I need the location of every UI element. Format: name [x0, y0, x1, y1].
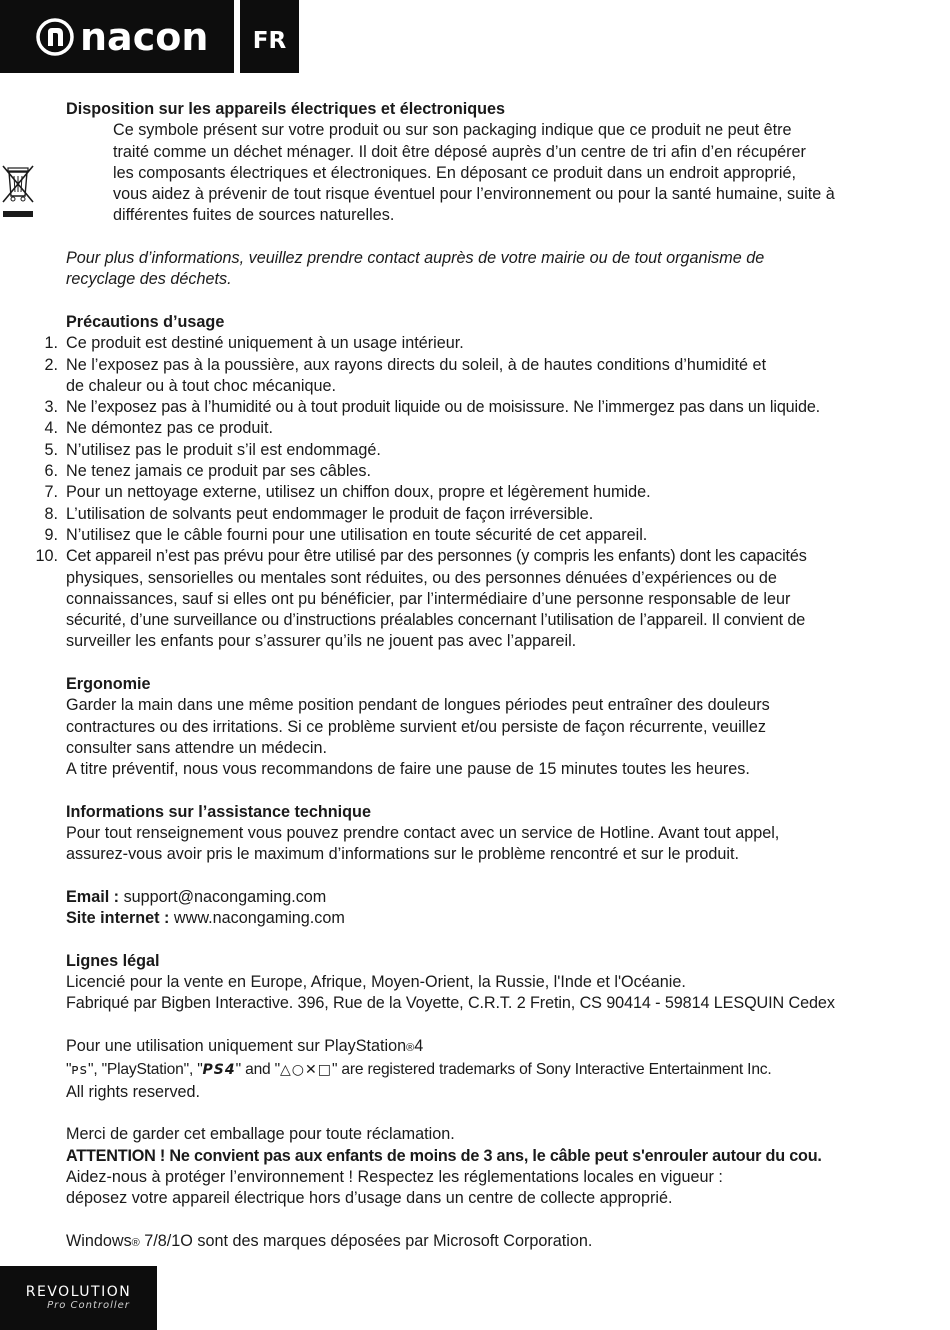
- notice-line: déposez votre appareil électrique hors d’usage dans un centre de collecte approprié.: [66, 1189, 673, 1208]
- list-item-line: Ne l’exposez pas à la poussière, aux rayons directs du soleil, à de hautes conditions d’humidité et: [66, 355, 767, 374]
- list-item-line: Ne démontez pas ce produit.: [66, 419, 273, 438]
- list-number: 4.: [44, 419, 58, 438]
- disposal-section: [66, 99, 896, 227]
- disposal-line: Ce symbole présent sur votre produit ou sur son packaging indique que ce produit ne peut être: [113, 121, 792, 140]
- precautions-section: [35, 312, 896, 653]
- product-name: REVOLUTION: [25, 1284, 132, 1300]
- support-line: Pour tout renseignement vous pouvez prendre contact avec un service de Hotline. Avant tout appel,: [66, 824, 780, 843]
- email-label: Email :: [66, 887, 120, 906]
- list-item-line: Ce produit est destiné uniquement à un usage intérieur.: [66, 334, 464, 353]
- email-link[interactable]: support@nacongaming.com: [119, 887, 327, 906]
- list-item: [44, 440, 896, 461]
- nacon-emblem-icon: [36, 18, 74, 56]
- list-item: [44, 397, 896, 418]
- ps-shapes-icon: △○✕□: [280, 1062, 332, 1079]
- playstation-usage-suffix: 4: [414, 1037, 424, 1056]
- list-number: 7.: [44, 483, 58, 502]
- disposal-title: Disposition sur les appareils électriques et électroniques: [66, 100, 506, 118]
- disposal-line: les composants électriques et électroniques. En déposant ce produit dans un endroit approprié,: [113, 163, 796, 182]
- list-number: 3.: [44, 398, 58, 417]
- list-number: 9.: [44, 525, 58, 544]
- ps-logo-icon: ᴘꜱ: [71, 1062, 88, 1079]
- windows-text: Windows: [66, 1231, 132, 1250]
- list-item-line: L’utilisation de solvants peut endommager le produit de façon irréversible.: [66, 504, 594, 523]
- windows-section: [66, 1231, 896, 1254]
- legal-line: Licencié pour la vente en Europe, Afrique, Moyen-Orient, la Russie, l'Inde et l'Océanie.: [66, 973, 686, 992]
- list-item: [44, 333, 896, 354]
- list-item: [35, 546, 896, 652]
- info-note-line: Pour plus d’informations, veuillez prendre contact auprès de votre mairie ou de tout organisme de: [66, 249, 765, 268]
- disposal-body: [66, 120, 896, 226]
- playstation-usage-text: Pour une utilisation uniquement sur PlayStation: [66, 1037, 407, 1056]
- legal-line: Fabriqué par Bigben Interactive. 396, Rue de la Voyette, C.R.T. 2 Fretin, CS 90414 - 59814 LESQUIN Cedex: [66, 994, 835, 1013]
- list-item: [44, 461, 896, 482]
- list-item-line: physiques, sensorielles ou mentales sont réduites, ou des personnes dénuées d’expériences ou de: [66, 568, 777, 587]
- list-item: [44, 525, 896, 546]
- legal-title: Lignes légal: [66, 951, 160, 970]
- notice-section: [66, 1124, 896, 1209]
- crossed-bin-icon: [0, 164, 36, 220]
- disposal-line: vous aidez à prévenir de tout risque éventuel pour l’environnement ou pour la santé humaine, suite à: [113, 185, 835, 204]
- ergonomics-title: Ergonomie: [66, 675, 151, 694]
- disposal-line: traité comme un déchet ménager. Il doit être déposé auprès d’un centre de tri afin d’en récupérer: [113, 142, 806, 161]
- support-section: [66, 802, 896, 866]
- website-link[interactable]: www.nacongaming.com: [169, 909, 345, 928]
- list-number: 2.: [44, 355, 58, 374]
- registered-mark: ®: [406, 1042, 415, 1055]
- windows-text: 7/8/1O sont des marques déposées par Microsoft Corporation.: [139, 1231, 593, 1250]
- list-number: 5.: [44, 440, 58, 459]
- trademark-text: ", "PlayStation", ": [87, 1061, 203, 1079]
- warning-line: ATTENTION ! Ne convient pas aux enfants de moins de 3 ans, le câble peut s'enrouler autour du cou.: [66, 1146, 822, 1165]
- list-number: 8.: [44, 504, 58, 523]
- list-item-line: N’utilisez que le câble fourni pour une utilisation en toute sécurité de cet appareil.: [66, 525, 648, 544]
- main-content: [35, 99, 896, 1254]
- notice-line: Merci de garder cet emballage pour toute réclamation.: [66, 1125, 455, 1144]
- ergonomics-line: contractures ou des irritations. Si ce problème survient et/ou persiste de façon récurrente, veuillez: [66, 717, 767, 736]
- list-item-line: surveiller les enfants pour s’assurer qu’ils ne jouent pas avec l’appareil.: [66, 632, 577, 651]
- ps4-logo-icon: PS4: [202, 1062, 236, 1079]
- list-item-line: Ne l’exposez pas à l’humidité ou à tout produit liquide ou de moisissure. Ne l’immergez pas dans un liquide.: [66, 398, 821, 417]
- registered-mark: ®: [131, 1236, 140, 1249]
- list-item-line: Cet appareil n’est pas prévu pour être utilisé par des personnes (y compris les enfants) dont les capacités: [66, 547, 807, 566]
- playstation-section: [66, 1036, 896, 1103]
- brand-logo: [36, 14, 209, 59]
- ergonomics-line: Garder la main dans une même position pendant de longues périodes peut entraîner des douleurs: [66, 696, 770, 715]
- ergonomics-line: consulter sans attendre un médecin.: [66, 738, 327, 757]
- legal-section: [66, 951, 896, 1015]
- precautions-title: Précautions d’usage: [66, 312, 225, 331]
- list-item-line: connaissances, sauf si elles ont pu bénéficier, par l’intermédiaire d’une personne responsable de leur: [66, 589, 791, 608]
- language-badge: FR: [240, 0, 299, 73]
- rights-line: All rights reserved.: [66, 1082, 201, 1101]
- support-line: assurez-vous avoir pris le maximum d’informations sur le problème rencontré et sur le produit.: [66, 845, 739, 864]
- ergonomics-line: A titre préventif, nous vous recommandons de faire une pause de 15 minutes toutes les heures.: [66, 760, 750, 779]
- trademark-quote: ": [66, 1061, 72, 1079]
- disposal-line: différentes fuites de sources naturelles.: [113, 206, 395, 225]
- list-number: 6.: [44, 462, 58, 481]
- brand-logo-box: [0, 0, 234, 73]
- list-item-line: sécurité, d’une surveillance ou d’instructions préalables concernant l’utilisation de l’appareil. Il convient de: [66, 611, 806, 630]
- website-label: Site internet :: [66, 909, 170, 928]
- trademark-text: " are registered trademarks of Sony Interactive Entertainment Inc.: [331, 1061, 772, 1079]
- notice-line: Aidez-nous à protéger l’environnement ! Respectez les réglementations locales en vigueur :: [66, 1167, 723, 1186]
- list-item-line: N’utilisez pas le produit s’il est endommagé.: [66, 440, 381, 459]
- ergonomics-section: [66, 674, 896, 780]
- info-note-line: recyclage des déchets.: [66, 270, 232, 289]
- product-logo: [0, 1266, 157, 1330]
- list-item-line: Ne tenez jamais ce produit par ses câbles.: [66, 462, 372, 481]
- list-item: [44, 355, 896, 398]
- list-item-line: de chaleur ou à tout choc mécanique.: [66, 376, 336, 395]
- trademark-line: [66, 1059, 896, 1081]
- list-number: 1.: [44, 334, 58, 353]
- list-item: [44, 504, 896, 525]
- support-title: Informations sur l’assistance technique: [66, 802, 371, 821]
- product-subtitle: Pro Controller: [47, 1300, 130, 1311]
- list-item: [44, 482, 896, 503]
- list-number: 10.: [35, 547, 58, 566]
- brand-name: nacon: [80, 14, 209, 59]
- info-note: [66, 248, 896, 291]
- trademark-text: " and ": [235, 1061, 280, 1079]
- list-item-line: Pour un nettoyage externe, utilisez un chiffon doux, propre et légèrement humide.: [66, 483, 651, 502]
- contact-section: [66, 887, 896, 930]
- list-item: [44, 418, 896, 439]
- precautions-list: [35, 333, 896, 652]
